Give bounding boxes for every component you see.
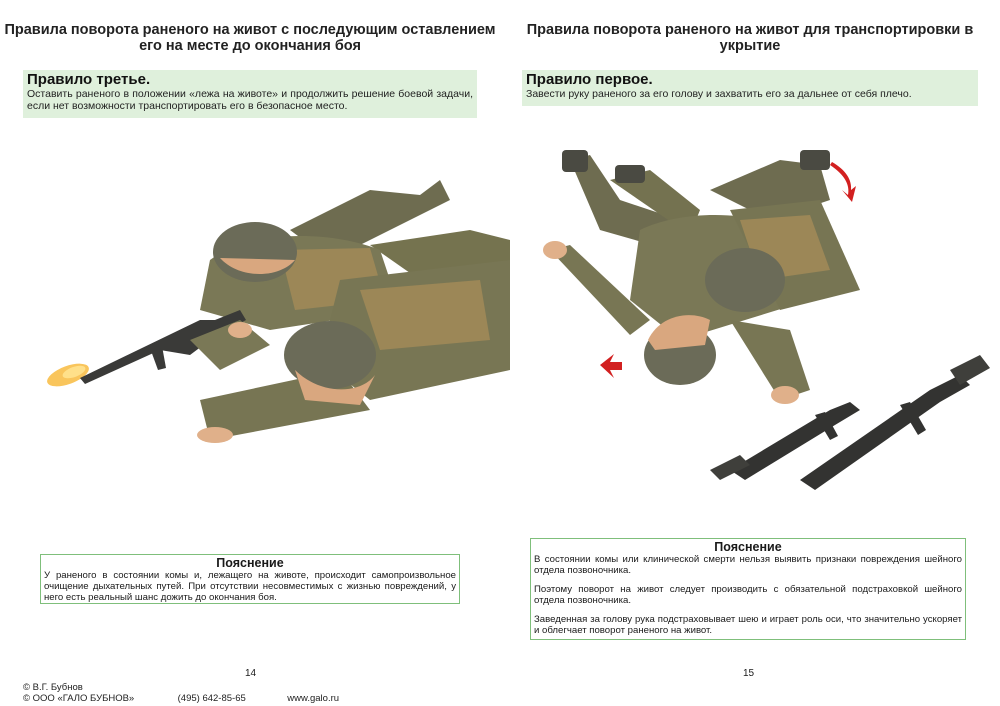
footer-phone: (495) 642-85-65 — [177, 693, 246, 704]
page-number: 14 — [245, 668, 257, 679]
explanation-heading: Пояснение — [714, 540, 782, 554]
arrow-icon — [830, 162, 856, 202]
boot-icon — [562, 150, 588, 172]
page-title: Правила поворота раненого на живот с последующим оставлением его на месте до окончания боя — [4, 22, 496, 54]
footer-author: © В.Г. Бубнов — [23, 682, 83, 693]
rule-text: Завести руку раненого за его голову и захватить его за дальнее от себя плечо. — [526, 88, 912, 100]
rule-box — [23, 70, 477, 118]
explanation-paragraph: Заведенная за голову рука подстраховывает шею и играет роль оси, что значительно ускоряет и облегчает поворот раненого на живот. — [534, 614, 962, 636]
rule-heading: Правило первое. — [526, 71, 653, 88]
footer-website[interactable]: www.galo.ru — [287, 693, 340, 704]
rule-box — [522, 70, 978, 106]
footer-company: © ООО «ГАЛО БУБНОВ» — [23, 693, 135, 704]
explanation-box — [40, 554, 460, 604]
explanation-paragraph: В состоянии комы или клинической смерти нельзя выявить признаки повреждения шейного отдела позвоночника. — [534, 554, 962, 576]
muzzle-flash-icon — [44, 359, 92, 391]
page-number: 15 — [743, 668, 755, 679]
rule-text: Оставить раненого в положении «лежа на животе» и продолжить решение боевой задачи, если нет возможности транспортировать его в безопасное место. — [27, 88, 473, 112]
footer-publisher — [23, 693, 339, 704]
explanation-paragraph: Поэтому поворот на живот следует производить с обязательной подстраховкой шейного отдела позвоночника. — [534, 584, 962, 606]
explanation-text: У раненого в состоянии комы и, лежащего на животе, происходит самопроизвольное очищение дыхательных путей. При отсутствии несовместимых с жизнью повреждений, у него есть реальный шанс дожить до окончания боя. — [44, 570, 456, 603]
illustration-soldier-turning-wounded — [530, 140, 1000, 500]
page-title: Правила поворота раненого на живот для транспортировки в укрытие — [526, 22, 974, 54]
explanation-box — [530, 538, 966, 640]
illustration-soldier-firing — [40, 170, 510, 470]
arrow-icon — [600, 354, 622, 378]
explanation-heading: Пояснение — [216, 556, 284, 570]
rule-heading: Правило третье. — [27, 71, 151, 88]
right-page — [500, 0, 1000, 706]
